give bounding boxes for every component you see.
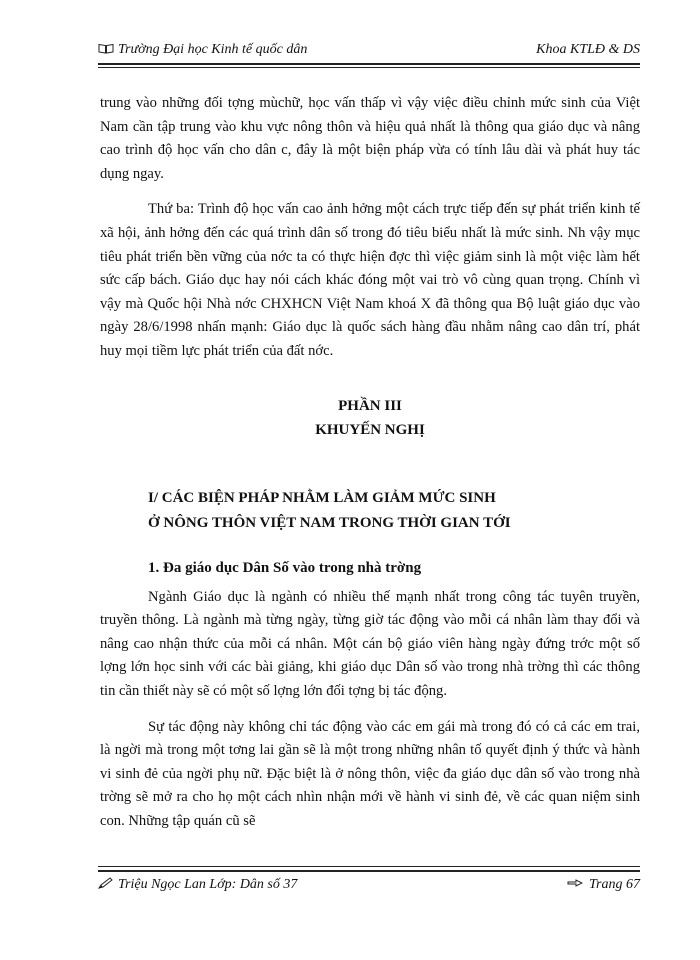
header-left: [98, 42, 307, 58]
header-rule-thick: [98, 63, 640, 65]
footer-left: [98, 877, 297, 893]
paragraph-3: Ngành Giáo dục là ngành có nhiều thế mạnh nhất trong công tác tuyên truyền, truyền thông. Là ngành mà từng ngày, từng giờ tác động vào mỗi cá nhân làm thay đổi và nâng cao nhận thức của mỗi cá nhân. Một cán bộ giáo viên hàng ngày đứng trớc một số lợng lớn học sinh với các bài giảng, khi giáo dục Dân số vào trong nhà trờng thì các thông tin cần thiết này sẽ có một số lợng lớn đối tợng bị tác động.: [100, 588, 640, 699]
pen-icon: [98, 877, 114, 889]
page-number: Trang 67: [589, 877, 640, 892]
page-footer: [98, 877, 640, 897]
header-faculty-name: Khoa KTLĐ & DS: [536, 42, 640, 57]
pointing-hand-icon: [567, 877, 583, 889]
footer-rule-thin: [98, 866, 640, 867]
section-heading: [148, 486, 640, 536]
header-school-name: Trường Đại học Kinh tế quốc dân: [118, 42, 308, 57]
paragraph-2: Thứ ba: Trình độ học vấn cao ảnh hởng một cách trực tiếp đến sự phát triển kinh tế xã hội, ảnh hởng đến các quá trình dân số trong đó tiêu biểu nhất là mức sinh. Nh vậy mục tiêu phát triển bền vững của nớc ta có thực hiện đợc thì việc giảm sinh là một việc làm hết sức cấp bách. Giáo dục hay nói cách khác đóng một vai trò vô cùng quan trọng. Chính vì vậy mà Quốc hội Nhà nớc CHXHCN Việt Nam khoá X đã thông qua Bộ luật giáo dục vào ngày 28/6/1998 nhấn mạnh: Giáo dục là quốc sách hàng đầu nhằm nâng cao dân trí, phát huy mọi tiềm lực phát triển của đất nớc.: [100, 201, 640, 359]
subsection-heading: 1. Đa giáo dục Dân Số vào trong nhà trờng: [148, 559, 422, 576]
page-header: [98, 42, 640, 62]
part-heading: [100, 394, 640, 442]
footer-right: [567, 877, 640, 893]
book-icon: [98, 43, 114, 54]
section-heading-line-1: I/ CÁC BIỆN PHÁP NHẰM LÀM GIẢM MỨC SINH: [148, 489, 496, 506]
paragraph-1: trung vào những đối tợng mùchữ, học vấn thấp vì vậy việc điều chỉnh mức sinh của Việt Nam cần tập trung vào khu vực nông thôn và hiệu quả nhất là thông qua giáo dục và nâng cao trình độ học vấn cho dân c, đây là một biện pháp vừa có tính lâu dài và phát huy tác dụng ngay.: [100, 95, 640, 182]
footer-author: Triệu Ngọc Lan Lớp: Dân số 37: [118, 877, 298, 892]
body-text: [100, 92, 640, 833]
paragraph-4: Sự tác động này không chỉ tác động vào các em gái mà trong đó có cả các em trai, là ngời mà trong một tơng lai gần sẽ là một trong những nhân tố quyết định ý thức và hành vi sinh đẻ của ngời phụ nữ. Đặc biệt là ở nông thôn, việc đa giáo dục dân số vào trong nhà trờng sẽ mở ra cho họ một cách nhìn nhận mới về hành vi sinh đẻ, về các quan niệm sinh con. Những tập quán cũ sẽ: [100, 718, 640, 829]
part-subtitle: KHUYẾN NGHỊ: [315, 421, 425, 438]
section-heading-line-2: Ở NÔNG THÔN VIỆT NAM TRONG THỜI GIAN TỚI: [148, 514, 511, 531]
part-title: PHẦN III: [338, 397, 402, 414]
header-rule-thin: [98, 67, 640, 68]
footer-rule-thick: [98, 870, 640, 872]
